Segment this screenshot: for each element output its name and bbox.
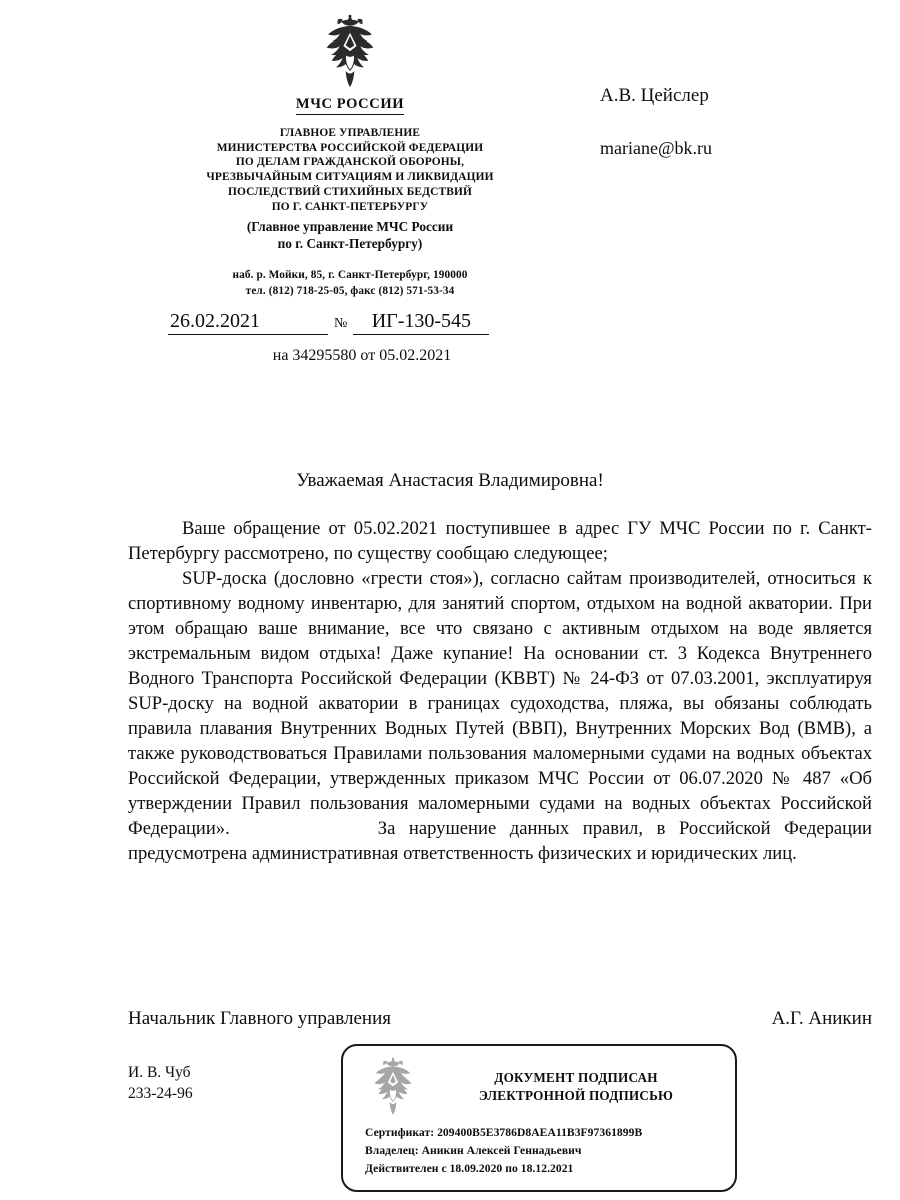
signer-name: А.Г. Аникин: [771, 1008, 872, 1029]
electronic-signature-stamp: [341, 1044, 737, 1192]
body-paragraph-2: [128, 566, 872, 866]
org-paren-line-2: по г. Санкт-Петербургу): [277, 236, 423, 252]
org-line-3: ПО ДЕЛАМ ГРАЖДАНСКОЙ ОБОРОНЫ,: [235, 156, 465, 169]
stamp-header: [343, 1046, 735, 1117]
org-paren-line-1: (Главное управление МЧС России: [246, 218, 454, 234]
number-sign-label: №: [334, 316, 348, 332]
addressee-name: А.В. Цейслер: [600, 85, 709, 106]
org-line-5: ПОСЛЕДСТВИЙ СТИХИЙНЫХ БЕДСТВИЙ: [227, 185, 473, 198]
salutation: Уважаемая Анастасия Владимировна!: [296, 470, 604, 491]
letter-body: [128, 516, 872, 866]
stamp-title-line-2: ЭЛЕКТРОННОЙ ПОДПИСЬЮ: [478, 1088, 674, 1103]
stamp-title: [433, 1069, 735, 1105]
ministry-title: МЧС РОССИИ: [296, 96, 404, 115]
executor-block: [128, 1062, 193, 1105]
stamp-details: [343, 1124, 735, 1178]
emblem-container: [150, 14, 550, 92]
document-reference-row: [150, 310, 550, 335]
organization-short-name: [150, 218, 550, 253]
letterhead: [150, 14, 550, 365]
body-paragraph-1: Ваше обращение от 05.02.2021 поступившее в адрес ГУ МЧС России по г. Санкт-Петербургу рассмотрено, по существу сообщаю следующее;: [128, 518, 872, 564]
org-line-2: МИНИСТЕРСТВА РОССИЙСКОЙ ФЕДЕРАЦИИ: [216, 141, 484, 154]
stamp-title-line-1: ДОКУМЕНТ ПОДПИСАН: [494, 1069, 658, 1085]
stamp-owner: Владелец: Аникин Алексей Геннадьевич: [365, 1143, 582, 1157]
body-paragraph-2-part-2: За нарушение данных правил, в Российской Федерации предусмотрена административная ответственность физических и юридических лиц.: [128, 818, 872, 864]
emercom-eagle-emblem-icon: [313, 14, 387, 90]
phone-fax: тел. (812) 718-25-05, факс (812) 571-53-34: [245, 284, 455, 297]
organization-name-block: [150, 126, 550, 215]
body-paragraph-2-part-1: SUP-доска (дословно «грести стоя»), согласно сайтам производителей, относиться к спортивному водному инвентарю, для занятий спортом, отдыхом на водной акватории. При этом обращаю ваше внимание, все что связано с активным отдыхом на воде является экстремальным видом отдыха! Даже купание! На основании ст. 3 Кодекса Внутреннего Водного Транспорта Российской Федерации (КВВТ) № 24-ФЗ от 07.03.2001, эксплуатируя SUP-доску на водной акватории в границах судоходства, пляжа, вы обязаны соблюдать правила плавания Внутренних Водных Путей (ВВП), Внутренних Морских Вод (ВМВ), а также руководствоваться Правилами пользования маломерными судами на водных объектах Российской Федерации, утвержденных приказом МЧС России от 06.07.2020 № 487 «Об утверждении Правил пользования маломерными судами на водных объектах Российской Федерации».: [128, 568, 872, 839]
executor-phone: 233-24-96: [128, 1085, 193, 1103]
postal-address: наб. р. Мойки, 85, г. Санкт-Петербург, 190000: [232, 268, 468, 281]
executor-name: И. В. Чуб: [128, 1064, 191, 1081]
org-line-4: ЧРЕЗВЫЧАЙНЫМ СИТУАЦИЯМ И ЛИКВИДАЦИИ: [206, 171, 494, 184]
org-line-1: ГЛАВНОЕ УПРАВЛЕНИЕ: [279, 126, 421, 139]
incoming-reference: на 34295580 от 05.02.2021: [272, 346, 452, 364]
document-number: ИГ-130-545: [353, 310, 489, 335]
org-line-6: ПО Г. САНКТ-ПЕТЕРБУРГУ: [271, 200, 429, 213]
emercom-eagle-emblem-icon: [363, 1057, 423, 1117]
signature-row: [128, 1008, 872, 1030]
document-date: 26.02.2021: [168, 310, 328, 335]
signer-position: Начальник Главного управления: [128, 1008, 392, 1029]
stamp-certificate: Сертификат: 209400B5E3786D8AEA11B3F97361899B: [365, 1126, 643, 1139]
contacts-block: [150, 267, 550, 299]
addressee-email: mariane@bk.ru: [600, 137, 713, 158]
stamp-validity: Действителен с 18.09.2020 по 18.12.2021: [365, 1161, 574, 1175]
addressee-block: [600, 86, 880, 159]
